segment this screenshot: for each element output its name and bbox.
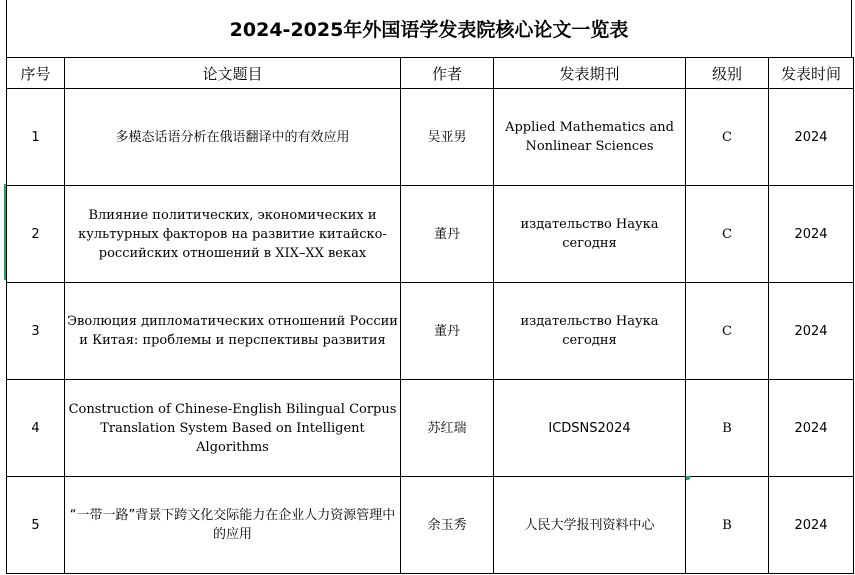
cell-date[interactable]: 2024 [769,89,854,186]
comment-indicator [686,476,690,480]
table-row [7,477,854,574]
cell-author[interactable]: 苏红瑞 [401,380,494,477]
cell-paper-title[interactable]: Эволюция дипломатических отношений России и Китая: проблемы и перспективы развития [65,283,401,380]
cell-date[interactable]: 2024 [769,283,854,380]
cell-date[interactable]: 2024 [769,380,854,477]
selection-edge-marker [4,184,6,280]
cell-level[interactable]: B [686,380,769,477]
cell-level[interactable]: C [686,283,769,380]
table-row [7,283,854,380]
header-author[interactable]: 作者 [401,58,494,89]
cell-journal[interactable]: 人民大学报刊资料中心 [494,477,686,574]
header-level[interactable]: 级别 [686,58,769,89]
cell-seq[interactable]: 3 [7,283,65,380]
cell-journal[interactable]: Applied Mathematics and Nonlinear Sciences [494,89,686,186]
cell-level[interactable]: C [686,89,769,186]
cell-journal[interactable]: издательство Наука сегодня [494,186,686,283]
cell-author[interactable]: 余玉秀 [401,477,494,574]
cell-paper-title[interactable]: 多模态话语分析在俄语翻译中的有效应用 [65,89,401,186]
header-row [7,58,854,89]
table-row [7,186,854,283]
cell-paper-title[interactable]: Construction of Chinese-English Bilingual Corpus Translation System Based on Intelligent Algorithms [65,380,401,477]
cell-seq[interactable]: 4 [7,380,65,477]
table-row [7,380,854,477]
cell-level[interactable]: B [686,477,769,574]
sheet-title: 2024-2025年外国语学发表院核心论文一览表 [6,0,852,57]
cell-author[interactable]: 董丹 [401,186,494,283]
cell-seq[interactable]: 2 [7,186,65,283]
cell-author[interactable]: 董丹 [401,283,494,380]
cell-date[interactable]: 2024 [769,186,854,283]
papers-table [6,57,854,574]
cell-date[interactable]: 2024 [769,477,854,574]
header-date[interactable]: 发表时间 [769,58,854,89]
table-row [7,89,854,186]
header-journal[interactable]: 发表期刊 [494,58,686,89]
cell-seq[interactable]: 1 [7,89,65,186]
cell-level[interactable]: C [686,186,769,283]
header-paper-title[interactable]: 论文题目 [65,58,401,89]
cell-seq[interactable]: 5 [7,477,65,574]
cell-author[interactable]: 吴亚男 [401,89,494,186]
cell-paper-title[interactable]: “一带一路”背景下跨文化交际能力在企业人力资源管理中的应用 [65,477,401,574]
cell-journal[interactable]: ICDSNS2024 [494,380,686,477]
header-seq[interactable]: 序号 [7,58,65,89]
cell-paper-title[interactable]: Влияние политических, экономических и культурных факторов на развитие китайско-российских отношений в XIX–XX веках [65,186,401,283]
cell-journal[interactable]: издательство Наука сегодня [494,283,686,380]
